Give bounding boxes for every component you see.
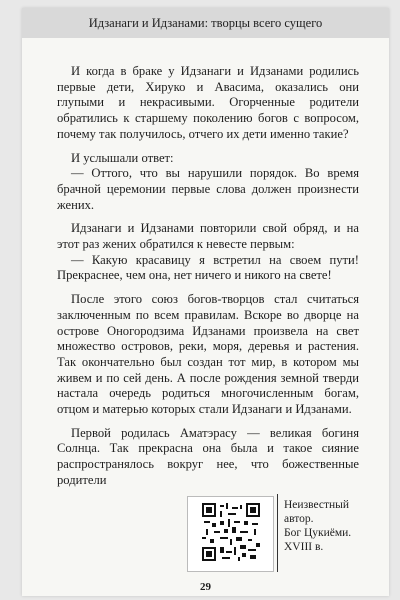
book-page bbox=[22, 8, 389, 596]
running-header bbox=[22, 8, 389, 38]
caption-line: XVIII в. bbox=[284, 541, 324, 553]
paragraph: И когда в браке у Идзанаги и Идзанами родились первые дети, Хируко и Авасима, оказались они глупыми и некрасивыми. Огорченные родители обратились к старшему поколению богов с вопросом, почему так получилось, отчего их дети именно такие? bbox=[57, 64, 359, 141]
paragraph: — Оттого, что вы нарушили порядок. Во время брачной церемонии первые слова должен произнести жених. bbox=[57, 166, 359, 212]
running-title: Идзанаги и Идзанами: творцы всего сущего bbox=[88, 15, 323, 30]
caption-divider bbox=[277, 494, 278, 572]
paragraph: Идзанаги и Идзанами повторили свой обряд, и на этот раз жених обратился к невесте первым: bbox=[57, 221, 359, 252]
page-number: 29 bbox=[200, 581, 211, 593]
qr-code-icon bbox=[202, 503, 260, 561]
paragraph: После этого союз богов-творцов стал считаться заключенным по всем правилам. Вскоре во дворце на острове Оногородзима Идзанами произвела на свет множество островов, реки, моря, деревья и растения. Так окончательно был создан тот мир, в котором мы живем и по сей день. А после рождения земной тверди настала очередь родиться многочисленным богам, отцом и матерью которых стали Идзанаги и Идзанами. bbox=[57, 292, 359, 417]
qr-code[interactable] bbox=[187, 496, 274, 572]
main-text bbox=[57, 64, 359, 489]
image-caption bbox=[284, 498, 364, 554]
caption-line: автор. bbox=[284, 513, 314, 525]
caption-line: Бог Цукиёми. bbox=[284, 527, 352, 539]
paragraph: И услышали ответ: bbox=[71, 150, 174, 165]
caption-line: Неизвестный bbox=[284, 499, 350, 511]
paragraph: — Какую красавицу я встретил на своем пути! Прекраснее, чем она, нет ничего и никого на свете! bbox=[57, 252, 359, 283]
paragraph: Первой родилась Аматэрасу — великая богиня Солнца. Так прекрасна она была и такое сияние распространялось вокруг нее, что божественные родители bbox=[57, 425, 359, 487]
